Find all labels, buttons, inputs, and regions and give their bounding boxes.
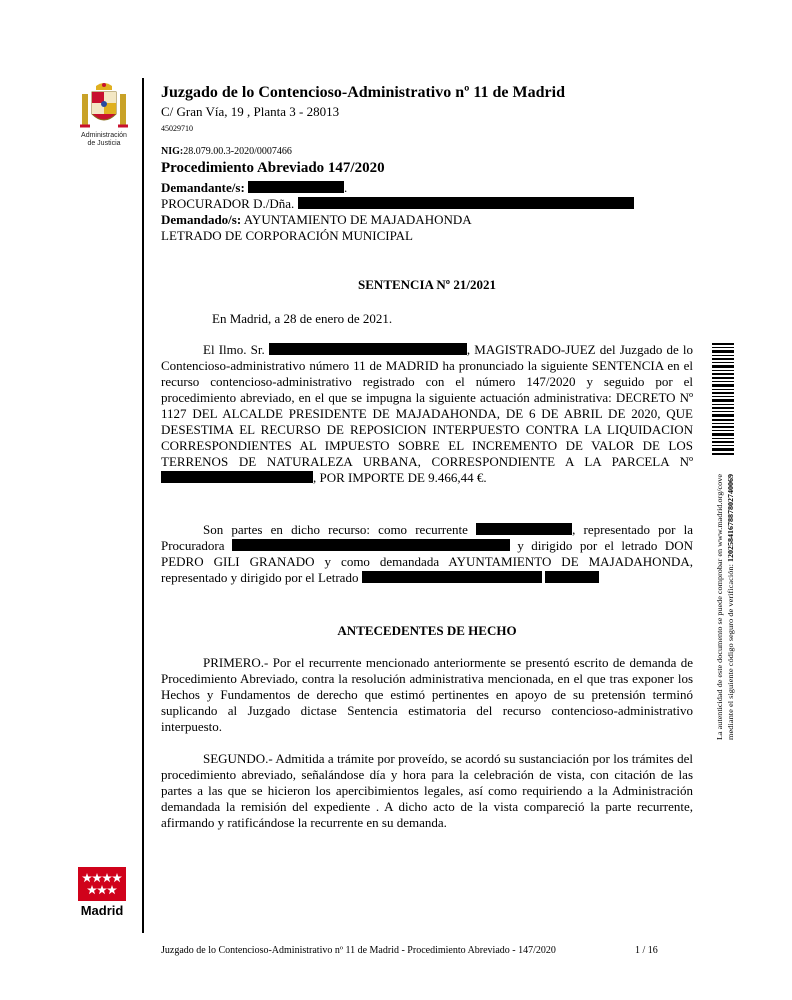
spain-coat-of-arms-logo: [76, 80, 132, 134]
court-code: 45029710: [161, 124, 193, 133]
verification-text: [702, 470, 742, 740]
intro-paragraph: El Ilmo. Sr. , MAGISTRADO-JUEZ del Juzgado de lo Contencioso-administrativo número 11 de MADRID ha pronunciado la siguiente SENTENCIA en el recurso contencioso-administrativo registrado con el número 147/2020 y seguido por el procedimiento abreviado, en el que se impugna la siguiente actuación administrativa: DECRETO Nº 1127 DEL ALCALDE PRESIDENTE DE MAJADAHONDA, DE 6 DE ABRIL DE 2020, QUE DESESTIMA EL RECURSO DE REPOSICION INTERPUESTO CONTRA LA LIQUIDACION CORRESPONDIENTES AL IMPUESTO SOBRE EL INCREMENTO DE VALOR DE LOS TERRENOS DE NATURALEZA URBANA, CORRESPONDIENTE A LA PARCELA Nº , POR IMPORTE DE 9.466,44 €.: [161, 342, 694, 485]
madrid-flag-logo: [78, 867, 126, 901]
redaction-bar: [232, 539, 510, 551]
court-title: Juzgado de lo Contencioso-Administrativo nº 11 de Madrid: [161, 84, 565, 101]
segundo-paragraph: SEGUNDO.- Admitida a trámite por proveído, se acordó su sustanciación por los trámites del procedimiento abreviado, señalándose día y hora para la celebración de vista, con citación de las partes a las que se hicieron los apercibimientos legales, así como requiriendo a la Administración demandada la remisión del expediente . A dicho acto de la vista compareció la parte recurrente, afirmando y ratificándose la recurrente en su demanda.: [161, 751, 693, 830]
date-line: En Madrid, a 28 de enero de 2021.: [212, 311, 393, 326]
court-address: C/ Gran Vía, 19 , Planta 3 - 28013: [161, 104, 340, 119]
justice-caption: Administración de Justicia: [81, 132, 127, 147]
attorney-line: PROCURADOR D./Dña.: [161, 196, 634, 212]
verification-line2: mediante el siguiente código seguro de verificación:: [727, 589, 735, 740]
redaction-bar: [298, 197, 634, 209]
procedure-title: Procedimiento Abreviado 147/2020: [161, 160, 385, 176]
sentence-title: SENTENCIA Nº 21/2021: [358, 277, 496, 292]
verification-line1: La autenticidad de este documento se puede comprobar en www.madrid.org/cove: [716, 506, 724, 740]
page-footer: Juzgado de lo Contencioso-Administrativo nº 11 de Madrid - Procedimiento Abreviado - 147/2020: [161, 945, 556, 956]
redaction-bar: [476, 523, 572, 535]
redaction-bar: [362, 571, 542, 583]
plaintiff-line: Demandante/s: .: [161, 180, 348, 195]
parties-paragraph: Son partes en dicho recurso: como recurrente , representado por la Procuradora y dirigido por el letrado DON PEDRO GILI GRANADO y como demandada AYUNTAMIENTO DE MAJADAHONDA, representado y dirigido por el Letrado: [161, 522, 694, 585]
antecedentes-title: ANTECEDENTES DE HECHO: [337, 623, 517, 638]
nig-line: NIG:28.079.00.3-2020/0007466: [161, 146, 292, 157]
madrid-caption: Madrid: [80, 903, 124, 918]
page-number: 1 / 16: [635, 945, 658, 956]
defendant-line: Demandado/s: AYUNTAMIENTO DE MAJADAHONDA: [161, 212, 472, 227]
redaction-bar: [269, 343, 467, 355]
lawyer-line: LETRADO DE CORPORACIÓN MUNICIPAL: [161, 228, 413, 243]
redaction-bar: [545, 571, 599, 583]
redaction-bar: [161, 471, 313, 483]
margin-rule: [142, 78, 144, 933]
verification-barcode: [712, 343, 734, 458]
redaction-bar: [248, 181, 344, 193]
verification-code: 1202584167887802740069: [727, 482, 735, 562]
primero-paragraph: PRIMERO.- Por el recurrente mencionado anteriormente se presentó escrito de demanda de Procedimiento Abreviado, contra la resolución administrativa mencionada, en el que tras exponer los Hechos y Fundamentos de derecho que estimó pertinentes en apoyo de su pretensión terminó suplicando al Juzgado dictase Sentencia estimatoria del recurso contencioso-administrativo interpuesto.: [161, 655, 693, 734]
